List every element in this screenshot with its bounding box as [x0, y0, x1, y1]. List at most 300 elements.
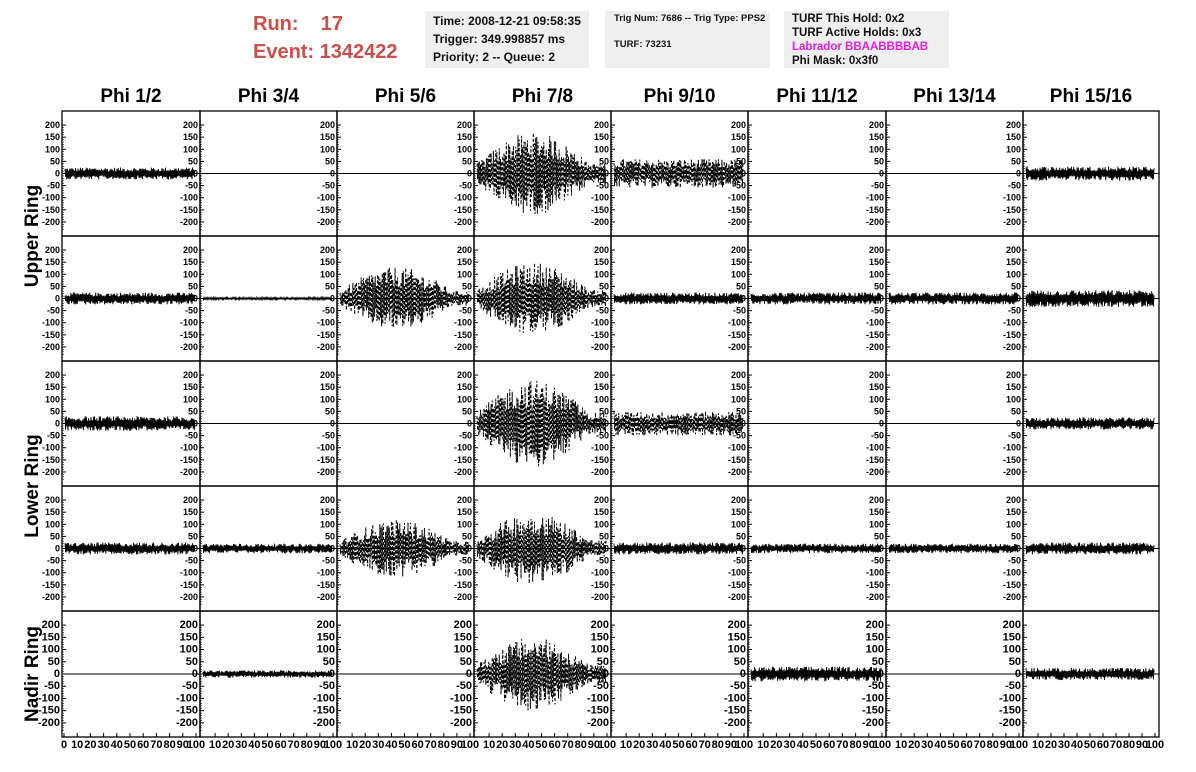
y-tick-label: -100 — [1002, 442, 1021, 453]
x-tick-label: 30 — [783, 739, 796, 751]
priority-line: Priority: 2 -- Queue: 2 — [433, 50, 556, 64]
phi-mask-line: Phi Mask: 0x3f0 — [792, 55, 879, 67]
y-tick-label: 150 — [44, 132, 60, 143]
y-tick-label: 150 — [1005, 382, 1021, 393]
y-tick-label: 50 — [873, 531, 884, 542]
y-tick-label: -200 — [727, 591, 746, 602]
x-tick-label: 90 — [450, 739, 464, 751]
time-line: Time: 2008-12-21 09:58:35 — [433, 14, 581, 28]
y-tick-label: -50 — [732, 430, 746, 441]
y-tick-label: 100 — [865, 643, 884, 656]
panel-r4-c2 — [180, 486, 337, 611]
waveform-trace — [340, 520, 469, 577]
y-tick-label: -200 — [179, 466, 198, 477]
panel-r3-c2 — [180, 361, 337, 486]
x-tick-label: 70 — [561, 739, 574, 751]
panel-r1-c8 — [1003, 111, 1159, 236]
waveform-trace — [889, 544, 1018, 554]
y-tick-label: -200 — [865, 216, 884, 227]
waveform-trace — [65, 543, 195, 555]
x-tick-label: 60 — [823, 739, 836, 751]
x-tick-label: 70 — [1109, 739, 1123, 751]
x-tick-label: 50 — [672, 739, 685, 751]
y-tick-label: 150 — [593, 382, 609, 393]
y-tick-label: -200 — [175, 716, 198, 729]
phi-title-1: Phi 1/2 — [100, 86, 162, 107]
panel-r4-c1 — [42, 486, 200, 611]
event-label: Event: — [253, 41, 315, 63]
y-tick-label: 0 — [54, 543, 60, 554]
y-tick-label: 0 — [877, 668, 884, 680]
y-tick-label: -100 — [453, 442, 472, 453]
x-tick-label: 40 — [110, 739, 123, 751]
y-tick-label: -50 — [1007, 180, 1021, 191]
y-tick-label: -50 — [732, 305, 746, 316]
y-tick-label: 100 — [593, 269, 609, 280]
y-tick-label: -150 — [41, 579, 60, 590]
y-tick-label: -100 — [590, 442, 609, 453]
y-tick-label: 150 — [590, 631, 609, 644]
panel-r1-c5 — [591, 111, 748, 236]
x-tick-label: 80 — [1122, 739, 1136, 751]
y-tick-label: -100 — [449, 692, 472, 705]
y-tick-label: -50 — [46, 180, 60, 191]
y-tick-label: 150 — [41, 631, 60, 644]
x-tick-label: 60 — [274, 739, 287, 751]
y-tick-label: -50 — [184, 305, 198, 316]
y-tick-label: -150 — [590, 329, 609, 340]
y-tick-label: 100 — [593, 519, 609, 530]
y-tick-label: -150 — [453, 579, 472, 590]
y-tick-label: -50 — [1007, 555, 1021, 566]
y-tick-label: 150 — [868, 132, 884, 143]
y-tick-label: 200 — [1005, 120, 1021, 131]
x-tick-label: 60 — [1096, 739, 1110, 751]
turf-line: TURF: 73231 — [614, 39, 672, 50]
y-tick-label: 0 — [740, 543, 746, 554]
y-tick-label: 200 — [319, 495, 335, 506]
y-tick-label: 150 — [456, 507, 472, 518]
x-tick-label: 30 — [1057, 739, 1071, 751]
y-tick-label: -50 — [456, 680, 472, 693]
y-tick-label: -50 — [870, 180, 884, 191]
x-tick-label: 30 — [372, 739, 385, 751]
y-tick-label: -200 — [590, 341, 609, 352]
y-tick-label: 150 — [44, 382, 60, 393]
panel-r1-c4 — [454, 111, 611, 236]
y-tick-label: 50 — [735, 281, 746, 292]
y-tick-label: 0 — [740, 418, 746, 429]
y-tick-label: 150 — [182, 382, 198, 393]
y-tick-label: 150 — [727, 631, 746, 644]
y-tick-label: -150 — [1002, 579, 1021, 590]
y-tick-label: 150 — [182, 257, 198, 268]
y-tick-label: 200 — [44, 120, 60, 131]
y-tick-label: -150 — [312, 704, 335, 717]
y-tick-label: -50 — [182, 680, 198, 693]
y-tick-label: 150 — [316, 631, 335, 644]
y-tick-label: -100 — [179, 567, 198, 578]
y-tick-label: 0 — [192, 293, 198, 304]
x-tick-label: 10 — [208, 739, 222, 751]
y-tick-label: 0 — [329, 418, 335, 429]
y-tick-label: 150 — [730, 507, 746, 518]
y-tick-label: 100 — [319, 144, 335, 155]
ring-label-2: Lower Ring — [22, 434, 43, 538]
y-tick-label: 200 — [865, 619, 884, 632]
y-tick-label: 100 — [456, 269, 472, 280]
waveform-trace — [1026, 543, 1154, 555]
y-tick-label: 100 — [182, 519, 198, 530]
y-tick-label: -200 — [727, 216, 746, 227]
y-tick-label: -50 — [321, 555, 335, 566]
y-tick-label: -100 — [590, 317, 609, 328]
y-tick-label: 50 — [47, 655, 60, 668]
y-tick-label: 50 — [324, 406, 335, 417]
y-tick-label: -100 — [179, 317, 198, 328]
ring-label-3: Nadir Ring — [22, 625, 43, 723]
x-tick-label: 80 — [986, 739, 999, 751]
y-tick-label: -200 — [865, 466, 884, 477]
y-tick-label: 200 — [868, 370, 884, 381]
waveform-trace — [203, 544, 332, 554]
y-tick-label: -150 — [316, 454, 335, 465]
y-tick-label: 100 — [319, 394, 335, 405]
y-tick-label: -100 — [41, 317, 60, 328]
y-tick-label: 150 — [453, 631, 472, 644]
y-tick-label: 50 — [324, 156, 335, 167]
y-tick-label: -200 — [316, 591, 335, 602]
waveform-trace — [203, 670, 332, 677]
y-tick-label: 0 — [53, 668, 60, 680]
x-tick-label: 70 — [698, 739, 711, 751]
y-tick-label: -150 — [453, 329, 472, 340]
x-tick-label: 10 — [482, 739, 496, 751]
y-tick-label: -50 — [46, 430, 60, 441]
y-tick-label: -200 — [41, 591, 60, 602]
panel-r2-c3 — [317, 236, 474, 361]
y-tick-label: 200 — [44, 370, 60, 381]
y-tick-label: -150 — [586, 704, 609, 717]
y-tick-label: 200 — [44, 495, 60, 506]
y-tick-label: 50 — [735, 531, 746, 542]
y-tick-label: -150 — [316, 204, 335, 215]
y-tick-label: -200 — [590, 466, 609, 477]
y-tick-label: 150 — [182, 132, 198, 143]
y-tick-label: 0 — [878, 418, 884, 429]
y-tick-label: -150 — [590, 454, 609, 465]
y-tick-label: -200 — [453, 216, 472, 227]
y-tick-label: 0 — [1014, 668, 1021, 680]
y-tick-label: 100 — [456, 144, 472, 155]
y-tick-label: 50 — [324, 531, 335, 542]
x-tick-label: 90 — [176, 739, 189, 751]
x-tick-label: 50 — [535, 739, 548, 751]
y-tick-label: -150 — [316, 579, 335, 590]
y-tick-label: 0 — [1015, 543, 1021, 554]
y-tick-label: 150 — [319, 507, 335, 518]
y-tick-label: 150 — [868, 257, 884, 268]
x-tick-label: 80 — [163, 739, 176, 751]
y-tick-label: -150 — [861, 704, 884, 717]
panel-r3-c6 — [728, 361, 886, 486]
x-tick-label: 90 — [862, 739, 875, 751]
y-tick-label: -100 — [1002, 192, 1021, 203]
y-tick-label: -200 — [1002, 591, 1021, 602]
y-tick-label: 50 — [49, 156, 60, 167]
x-tick-label: 100 — [872, 739, 892, 751]
y-tick-label: 200 — [179, 619, 198, 632]
y-tick-label: -150 — [727, 204, 746, 215]
y-tick-label: -100 — [41, 567, 60, 578]
y-tick-label: -150 — [865, 329, 884, 340]
x-tick-label: 70 — [424, 739, 437, 751]
y-tick-label: 100 — [868, 394, 884, 405]
y-tick-label: 50 — [735, 406, 746, 417]
phi-title-5: Phi 9/10 — [643, 86, 716, 107]
panel-r1-c1 — [42, 111, 200, 236]
y-tick-label: 100 — [730, 144, 746, 155]
x-tick-label: 100 — [186, 739, 206, 751]
y-tick-label: 100 — [593, 144, 609, 155]
y-tick-label: 50 — [598, 406, 609, 417]
y-tick-label: 150 — [868, 507, 884, 518]
x-tick-label: 40 — [934, 739, 947, 751]
y-tick-label: -100 — [861, 692, 884, 705]
y-tick-label: 50 — [1010, 281, 1021, 292]
x-tick-label: 30 — [509, 739, 522, 751]
turf-active-line: TURF Active Holds: 0x3 — [792, 27, 922, 39]
y-tick-label: -150 — [37, 704, 60, 717]
y-tick-label: 50 — [324, 281, 335, 292]
y-tick-label: 150 — [456, 132, 472, 143]
y-tick-label: -100 — [723, 692, 746, 705]
x-tick-label: 100 — [460, 739, 480, 751]
y-tick-label: -50 — [1005, 680, 1021, 693]
x-tick-label: 10 — [894, 739, 908, 751]
y-tick-label: -100 — [727, 317, 746, 328]
y-tick-label: 200 — [319, 120, 335, 131]
y-tick-label: -100 — [865, 192, 884, 203]
y-tick-label: 0 — [603, 293, 609, 304]
y-tick-label: 100 — [590, 643, 609, 656]
y-tick-label: -150 — [590, 204, 609, 215]
y-tick-label: 100 — [41, 643, 60, 656]
x-tick-label: 30 — [646, 739, 659, 751]
x-tick-label: 100 — [734, 739, 754, 751]
y-tick-label: 150 — [865, 631, 884, 644]
y-tick-label: -200 — [179, 591, 198, 602]
y-tick-label: -50 — [184, 430, 198, 441]
y-tick-label: 50 — [461, 531, 472, 542]
y-tick-label: 200 — [456, 370, 472, 381]
y-tick-label: 50 — [461, 156, 472, 167]
y-tick-label: 0 — [740, 293, 746, 304]
y-tick-label: 50 — [1008, 655, 1021, 668]
y-tick-label: -150 — [41, 204, 60, 215]
waveform-trace — [65, 293, 195, 305]
x-tick-label: 90 — [1135, 739, 1149, 751]
y-tick-label: 100 — [182, 394, 198, 405]
y-tick-label: 200 — [456, 120, 472, 131]
y-tick-label: 50 — [187, 281, 198, 292]
x-tick-label: 50 — [809, 739, 823, 751]
y-tick-label: -150 — [590, 579, 609, 590]
y-tick-label: 200 — [1005, 495, 1021, 506]
y-tick-label: 0 — [1015, 168, 1021, 179]
y-tick-label: 100 — [1005, 519, 1021, 530]
y-tick-label: -100 — [41, 442, 60, 453]
y-tick-label: 100 — [44, 144, 60, 155]
y-tick-label: 50 — [873, 406, 884, 417]
y-tick-label: 100 — [1005, 394, 1021, 405]
waveform-trace — [340, 268, 469, 328]
y-tick-label: 0 — [192, 418, 198, 429]
y-tick-label: 50 — [598, 281, 609, 292]
y-tick-label: -200 — [316, 466, 335, 477]
y-tick-label: -50 — [319, 680, 335, 693]
y-tick-label: 200 — [593, 370, 609, 381]
y-tick-label: -200 — [41, 341, 60, 352]
y-tick-label: 0 — [54, 293, 60, 304]
x-tick-label: 90 — [999, 739, 1013, 751]
y-tick-label: -100 — [316, 442, 335, 453]
y-tick-label: -50 — [458, 305, 472, 316]
y-tick-label: 200 — [1005, 370, 1021, 381]
x-tick-label: 30 — [235, 739, 248, 751]
y-tick-label: 200 — [182, 120, 198, 131]
y-tick-label: -200 — [1002, 341, 1021, 352]
y-tick-label: 0 — [740, 168, 746, 179]
y-tick-label: -50 — [1007, 305, 1021, 316]
x-tick-label: 40 — [522, 739, 535, 751]
y-tick-label: 100 — [456, 519, 472, 530]
y-tick-label: 100 — [453, 643, 472, 656]
y-tick-label: -100 — [865, 442, 884, 453]
y-tick-label: -100 — [1002, 567, 1021, 578]
x-tick-label: 80 — [300, 739, 313, 751]
panel-r2-c2 — [180, 236, 337, 361]
y-tick-label: -200 — [449, 716, 472, 729]
x-tick-label: 60 — [548, 739, 561, 751]
y-tick-label: -200 — [865, 341, 884, 352]
y-tick-label: -150 — [41, 329, 60, 340]
x-tick-label: 50 — [947, 739, 960, 751]
y-tick-label: 50 — [598, 156, 609, 167]
y-tick-label: -50 — [321, 305, 335, 316]
y-tick-label: -50 — [321, 430, 335, 441]
x-tick-label: 0 — [60, 739, 68, 751]
x-tick-label: 10 — [757, 739, 770, 751]
y-tick-label: -150 — [316, 329, 335, 340]
x-tick-label: 40 — [248, 739, 261, 751]
y-tick-label: -100 — [727, 567, 746, 578]
waveform-trace — [477, 517, 606, 583]
phi-title-7: Phi 13/14 — [913, 86, 996, 107]
y-tick-label: -50 — [868, 680, 884, 693]
y-tick-label: 50 — [187, 531, 198, 542]
y-tick-label: -200 — [41, 216, 60, 227]
x-tick-label: 10 — [1031, 739, 1045, 751]
panel-r2-c8 — [1003, 236, 1159, 361]
panel-r3-c3 — [317, 361, 474, 486]
panel-r5-c8 — [999, 611, 1164, 751]
y-tick-label: -50 — [870, 555, 884, 566]
panel-r4-c8 — [1003, 486, 1159, 611]
y-tick-label: -100 — [453, 192, 472, 203]
labrador-line: Labrador BBAABBBBAB — [792, 41, 929, 53]
y-tick-label: 50 — [598, 531, 609, 542]
y-tick-label: 150 — [593, 257, 609, 268]
y-tick-label: -100 — [316, 317, 335, 328]
waveform-trace — [65, 168, 195, 180]
y-tick-label: 100 — [868, 269, 884, 280]
y-tick-label: 200 — [316, 619, 335, 632]
y-tick-label: -100 — [590, 192, 609, 203]
y-tick-label: -150 — [865, 579, 884, 590]
y-tick-label: -50 — [730, 680, 746, 693]
y-tick-label: 150 — [456, 382, 472, 393]
y-tick-label: 0 — [1015, 293, 1021, 304]
y-tick-label: -100 — [175, 692, 198, 705]
panel-r3-c8 — [1003, 361, 1159, 486]
y-tick-label: 100 — [179, 643, 198, 656]
y-tick-label: 100 — [44, 519, 60, 530]
y-tick-label: 0 — [466, 543, 472, 554]
waveform-trace — [614, 543, 743, 555]
y-tick-label: -200 — [998, 716, 1021, 729]
x-tick-label: 100 — [597, 739, 617, 751]
y-tick-label: -50 — [458, 430, 472, 441]
y-tick-label: 0 — [878, 293, 884, 304]
y-tick-label: -100 — [316, 567, 335, 578]
phi-title-4: Phi 7/8 — [511, 86, 574, 107]
y-tick-label: -200 — [586, 716, 609, 729]
y-tick-label: -100 — [590, 567, 609, 578]
x-tick-label: 60 — [685, 739, 698, 751]
y-tick-label: 0 — [602, 668, 609, 680]
y-tick-label: -200 — [861, 716, 884, 729]
y-tick-label: -150 — [723, 704, 746, 717]
y-tick-label: 0 — [192, 543, 198, 554]
x-tick-label: 20 — [359, 739, 372, 751]
x-tick-label: 50 — [123, 739, 137, 751]
y-tick-label: -150 — [453, 454, 472, 465]
y-tick-label: -150 — [453, 204, 472, 215]
panel-r2-c6 — [728, 236, 886, 361]
y-tick-label: 200 — [1005, 245, 1021, 256]
x-tick-label: 80 — [437, 739, 450, 751]
x-tick-label: 20 — [770, 739, 783, 751]
y-tick-label: 200 — [41, 619, 60, 632]
y-tick-label: 200 — [730, 245, 746, 256]
y-tick-label: -200 — [1002, 216, 1021, 227]
y-tick-label: 100 — [593, 394, 609, 405]
y-tick-label: 50 — [1010, 406, 1021, 417]
x-tick-label: 40 — [1070, 739, 1084, 751]
y-tick-label: -100 — [316, 192, 335, 203]
y-tick-label: 150 — [179, 631, 198, 644]
x-tick-label: 70 — [287, 739, 300, 751]
x-tick-label: 70 — [973, 739, 986, 751]
trigger-line: Trigger: 349.998857 ms — [433, 32, 566, 46]
y-tick-label: -100 — [179, 442, 198, 453]
y-tick-label: 200 — [593, 495, 609, 506]
y-tick-label: 100 — [1005, 269, 1021, 280]
x-tick-label: 50 — [398, 739, 411, 751]
y-tick-label: -50 — [184, 555, 198, 566]
waveform-trace — [203, 297, 332, 299]
